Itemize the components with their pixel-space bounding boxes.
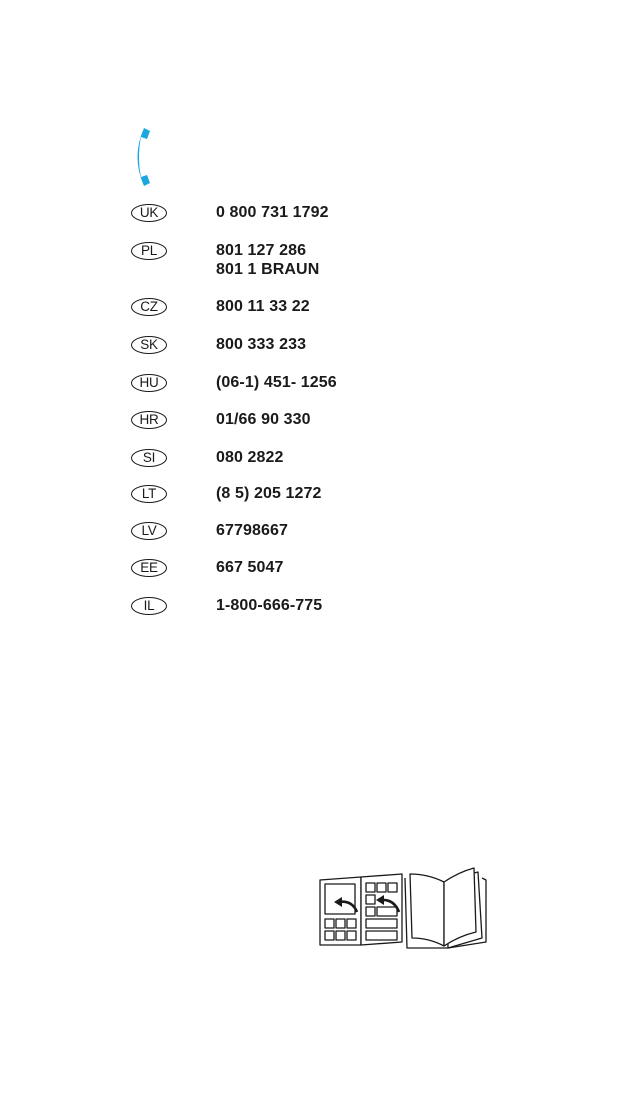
phone-number: 080 2822	[216, 449, 284, 466]
country-code-badge: PL	[131, 242, 167, 260]
phone-numbers	[216, 297, 310, 316]
phone-numbers	[216, 335, 306, 354]
phone-numbers	[216, 373, 337, 392]
country-code-badge: LV	[131, 522, 167, 540]
phone-numbers	[216, 484, 321, 503]
country-code-badge: EE	[131, 559, 167, 577]
country-code-badge: CZ	[131, 298, 167, 316]
folded-manual-illustration	[316, 866, 490, 950]
phone-number: (8 5) 205 1272	[216, 485, 322, 502]
phone-numbers	[216, 241, 319, 279]
country-code-badge: UK	[131, 204, 167, 222]
country-code-badge: SK	[131, 336, 167, 354]
phone-numbers	[216, 448, 284, 467]
phone-numbers	[216, 410, 311, 429]
phone-number: 667 5047	[216, 559, 284, 576]
phone-number: 01/66 90 330	[216, 411, 311, 428]
country-code-badge: LT	[131, 485, 167, 503]
phone-number: 800 333 233	[216, 336, 307, 353]
country-code-badge: SI	[131, 449, 167, 467]
phone-number: 0 800 731 1792	[216, 204, 329, 221]
phone-numbers	[216, 521, 288, 540]
phone-numbers	[216, 203, 329, 222]
phone-number: (06-1) 451- 1256	[216, 374, 337, 391]
country-code-badge: HR	[131, 411, 167, 429]
phone-number: 67798667	[216, 522, 288, 539]
phone-numbers	[216, 596, 322, 615]
phone-numbers	[216, 558, 284, 577]
phone-number: 800 11 33 22	[216, 298, 310, 315]
country-code-badge: HU	[131, 374, 167, 392]
phone-number: 801 1 BRAUN	[216, 261, 320, 278]
phone-number: 1-800-666-775	[216, 597, 323, 614]
country-code-badge: IL	[131, 597, 167, 615]
phone-number: 801 127 286	[216, 242, 307, 259]
phone-handset-icon	[128, 126, 154, 188]
